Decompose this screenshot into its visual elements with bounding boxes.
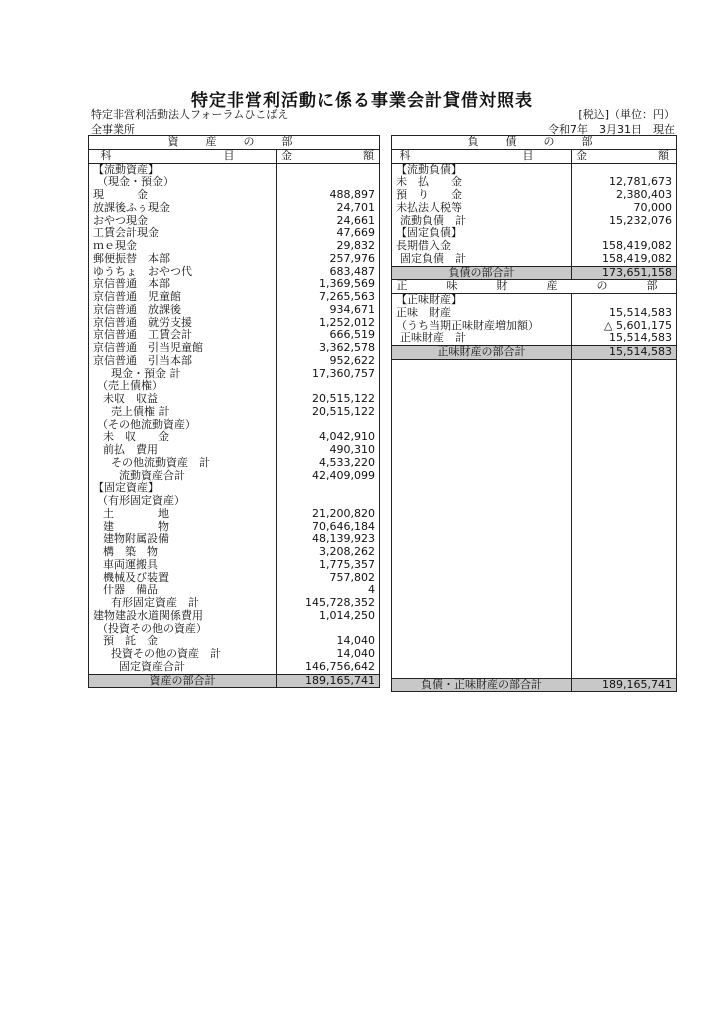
asset-row-label: 車両運搬具: [89, 559, 277, 572]
empty-row: [392, 614, 677, 627]
asset-row-amount: 757,802: [277, 572, 380, 585]
asset-row-label: ゆうちょ おやつ代: [89, 266, 277, 279]
empty-row: [392, 525, 677, 538]
liability-row-amount: 158,419,082: [572, 240, 677, 253]
asset-row-label: 建物建設水道関係費用: [89, 610, 277, 623]
liability-row-amount: [572, 163, 677, 176]
empty-row: [392, 589, 677, 602]
asset-row-amount: 17,360,757: [277, 368, 380, 381]
asset-row-label: おやつ現金: [89, 215, 277, 228]
asset-row-amount: 14,040: [277, 635, 380, 648]
asset-row-label: 工賃会計現金: [89, 227, 277, 240]
asset-row-label: 什器 備品: [89, 584, 277, 597]
net-asset-row-label: 正味 財産: [392, 307, 572, 320]
asset-row: [89, 393, 380, 406]
asset-row-label: 京信普通 児童館: [89, 291, 277, 304]
asset-row-label: その他流動資産 計: [89, 457, 277, 470]
empty-cell: [392, 423, 572, 436]
liability-row-label: 預 り 金: [392, 189, 572, 202]
asset-row: [89, 597, 380, 610]
empty-row: [392, 449, 677, 462]
asset-row-label: 機械及び装置: [89, 572, 277, 585]
asset-row-amount: 1,014,250: [277, 610, 380, 623]
empty-cell: [392, 627, 572, 640]
empty-cell: [572, 602, 677, 615]
asset-row-label: 流動資産合計: [89, 470, 277, 483]
assets-header: 資 産 の 部: [89, 136, 380, 150]
empty-row: [392, 398, 677, 411]
empty-row: [392, 474, 677, 487]
asset-row: [89, 291, 380, 304]
asset-row-label: 京信普通 工賃会計: [89, 329, 277, 342]
liabilities-subtotal-amount: 173,651,158: [572, 266, 677, 280]
asset-row-label: （現金・預金）: [89, 176, 277, 189]
asset-row-label: 郵便振替 本部: [89, 253, 277, 266]
liabilities-table: [391, 135, 699, 692]
empty-row: [392, 538, 677, 551]
empty-cell: [392, 398, 572, 411]
net-asset-row-label: （うち当期正味財産増加額）: [392, 320, 572, 333]
asset-row-label: （売上債権）: [89, 380, 277, 393]
asset-row-label: （投資その他の資産）: [89, 623, 277, 636]
empty-cell: [392, 512, 572, 525]
asset-row-label: 【流動資産】: [89, 163, 277, 176]
asset-row-amount: 20,515,122: [277, 406, 380, 419]
asset-row-label: 京信普通 放課後: [89, 304, 277, 317]
empty-row: [392, 551, 677, 564]
net-asset-row-label: 正味財産 計: [392, 332, 572, 345]
liability-row-label: 流動負債 計: [392, 215, 572, 228]
empty-cell: [572, 410, 677, 423]
empty-row: [392, 372, 677, 385]
asset-row-amount: 70,646,184: [277, 521, 380, 534]
empty-cell: [572, 359, 677, 372]
asset-row: [89, 661, 380, 674]
empty-cell: [392, 551, 572, 564]
liabilities-subtotal-label: 負債の部合計: [392, 266, 572, 280]
empty-row: [392, 461, 677, 474]
liability-row-amount: 2,380,403: [572, 189, 677, 202]
asset-row-amount: 4,042,910: [277, 431, 380, 444]
asset-row: [89, 342, 380, 355]
asset-row-amount: 20,515,122: [277, 393, 380, 406]
asset-row-amount: 1,252,012: [277, 317, 380, 330]
empty-cell: [572, 436, 677, 449]
asset-row-label: 京信普通 引当本部: [89, 355, 277, 368]
empty-cell: [572, 372, 677, 385]
asset-row-label: 構 築 物: [89, 546, 277, 559]
asset-row-amount: 24,701: [277, 202, 380, 215]
liability-row-label: 固定負債 計: [392, 253, 572, 266]
asset-row-amount: [277, 163, 380, 176]
assets-table: [88, 135, 404, 688]
asset-row-amount: 14,040: [277, 648, 380, 661]
empty-cell: [572, 589, 677, 602]
asset-row-amount: 24,661: [277, 215, 380, 228]
empty-cell: [572, 512, 677, 525]
asset-row-label: 前払 費用: [89, 444, 277, 457]
asset-row-amount: 3,208,262: [277, 546, 380, 559]
liability-row: [392, 253, 677, 266]
liability-row-label: 長期借入金: [392, 240, 572, 253]
empty-cell: [392, 640, 572, 653]
net-asset-row-amount: 15,514,583: [572, 332, 677, 345]
liability-row-label: 未 払 金: [392, 176, 572, 189]
asset-row: [89, 610, 380, 623]
empty-cell: [392, 665, 572, 678]
liability-row-amount: 70,000: [572, 202, 677, 215]
net-asset-row: [392, 307, 677, 320]
empty-row: [392, 500, 677, 513]
assets-col-item: 科 目: [89, 149, 277, 163]
empty-cell: [572, 538, 677, 551]
asset-row: [89, 444, 380, 457]
asset-row: [89, 304, 380, 317]
asset-row-label: 現金・預金 計: [89, 368, 277, 381]
net-asset-row-amount: 15,514,583: [572, 307, 677, 320]
empty-cell: [392, 538, 572, 551]
asset-row-label: 未収 収益: [89, 393, 277, 406]
asset-row-amount: 48,139,923: [277, 533, 380, 546]
asset-row-label: 現 金: [89, 189, 277, 202]
empty-cell: [392, 525, 572, 538]
empty-cell: [392, 602, 572, 615]
asset-row: [89, 253, 380, 266]
empty-cell: [392, 449, 572, 462]
asset-row-amount: 4,533,220: [277, 457, 380, 470]
unit-note: [税込]（単位：円）: [578, 108, 675, 121]
empty-row: [392, 665, 677, 678]
asset-row-amount: 1,775,357: [277, 559, 380, 572]
empty-cell: [572, 500, 677, 513]
empty-cell: [392, 487, 572, 500]
asset-row-amount: 29,832: [277, 240, 380, 253]
liability-row-amount: 158,419,082: [572, 253, 677, 266]
asset-row-amount: 21,200,820: [277, 508, 380, 521]
assets-total-label: 資産の部合計: [89, 674, 277, 688]
asset-row-amount: 42,409,099: [277, 470, 380, 483]
empty-cell: [572, 640, 677, 653]
asset-row-amount: [277, 495, 380, 508]
liability-row-label: 【固定負債】: [392, 227, 572, 240]
empty-row: [392, 653, 677, 666]
asset-row: [89, 559, 380, 572]
asset-row-label: （その他流動資産）: [89, 419, 277, 432]
empty-cell: [392, 474, 572, 487]
empty-cell: [392, 359, 572, 372]
empty-row: [392, 576, 677, 589]
grand-total-label: 負債・正味財産の部合計: [392, 678, 572, 692]
empty-cell: [572, 385, 677, 398]
empty-cell: [572, 551, 677, 564]
asset-row-label: 京信普通 引当児童館: [89, 342, 277, 355]
empty-cell: [392, 436, 572, 449]
asset-row-label: 有形固定資産 計: [89, 597, 277, 610]
asset-row-label: 建物附属設備: [89, 533, 277, 546]
scope-label: 全事業所: [91, 123, 135, 136]
asset-row-amount: 490,310: [277, 444, 380, 457]
asset-row-amount: 7,265,563: [277, 291, 380, 304]
asset-row-label: 売上債権 計: [89, 406, 277, 419]
empty-cell: [392, 385, 572, 398]
asset-row-label: 固定資産合計: [89, 661, 277, 674]
liabilities-header: 負 債 の 部: [392, 136, 677, 150]
net-assets-subtotal-amount: 15,514,583: [572, 346, 677, 360]
asset-row-amount: 146,756,642: [277, 661, 380, 674]
asset-row-amount: 3,362,578: [277, 342, 380, 355]
empty-row: [392, 563, 677, 576]
empty-cell: [392, 614, 572, 627]
net-asset-row-amount: [572, 294, 677, 307]
liabilities-section: [391, 135, 699, 692]
empty-cell: [572, 563, 677, 576]
liability-row-amount: 15,232,076: [572, 215, 677, 228]
asset-row: [89, 189, 380, 202]
empty-row: [392, 640, 677, 653]
empty-row: [392, 410, 677, 423]
asset-row-label: （有形固定資産）: [89, 495, 277, 508]
assets-total-amount: 189,165,741: [277, 674, 380, 688]
empty-cell: [392, 589, 572, 602]
assets-section: [88, 135, 404, 688]
asset-row: [89, 648, 380, 661]
asset-row: [89, 240, 380, 253]
empty-row: [392, 627, 677, 640]
empty-cell: [392, 653, 572, 666]
asset-row-label: 投資その他の資産 計: [89, 648, 277, 661]
asset-row-label: 未 収 金: [89, 431, 277, 444]
liabilities-col-item: 科 目: [392, 149, 572, 163]
empty-row: [392, 602, 677, 615]
liability-row: [392, 189, 677, 202]
empty-cell: [572, 423, 677, 436]
organization-name: 特定非営利活動法人フォーラムひこばえ: [91, 108, 289, 121]
asset-row-amount: 47,669: [277, 227, 380, 240]
liability-row: [392, 202, 677, 215]
asset-row: [89, 495, 380, 508]
asset-row-label: 京信普通 本部: [89, 278, 277, 291]
empty-row: [392, 385, 677, 398]
asset-row-amount: 666,519: [277, 329, 380, 342]
asset-row: [89, 406, 380, 419]
liability-row-amount: 12,781,673: [572, 176, 677, 189]
asset-row-label: 【固定資産】: [89, 482, 277, 495]
empty-row: [392, 487, 677, 500]
asset-row-amount: 257,976: [277, 253, 380, 266]
asset-row-amount: 934,671: [277, 304, 380, 317]
net-assets-subtotal-label: 正味財産の部合計: [392, 346, 572, 360]
empty-cell: [572, 653, 677, 666]
page-title: 特定非営利活動に係る事業会計貸借対照表: [191, 91, 533, 111]
asset-row-label: 預 託 金: [89, 635, 277, 648]
asset-row: [89, 202, 380, 215]
net-asset-row-label: 【正味財産】: [392, 294, 572, 307]
empty-row: [392, 359, 677, 372]
empty-row: [392, 436, 677, 449]
asset-row-amount: 4: [277, 584, 380, 597]
asset-row-label: 京信普通 就労支援: [89, 317, 277, 330]
asset-row-label: ｍｅ現金: [89, 240, 277, 253]
liabilities-col-amount: 金 額: [572, 149, 677, 163]
asset-row-amount: 145,728,352: [277, 597, 380, 610]
as-of-date: 令和7年 3月31日 現在: [548, 123, 675, 136]
empty-cell: [572, 487, 677, 500]
empty-cell: [572, 449, 677, 462]
empty-cell: [572, 576, 677, 589]
empty-cell: [572, 525, 677, 538]
net-asset-row: [392, 332, 677, 345]
empty-row: [392, 512, 677, 525]
asset-row-amount: 952,622: [277, 355, 380, 368]
asset-row-amount: [277, 482, 380, 495]
assets-col-amount: 金 額: [277, 149, 380, 163]
asset-row-label: 土 地: [89, 508, 277, 521]
empty-cell: [572, 461, 677, 474]
empty-row: [392, 423, 677, 436]
empty-cell: [572, 627, 677, 640]
asset-row-amount: 488,897: [277, 189, 380, 202]
grand-total-amount: 189,165,741: [572, 678, 677, 692]
empty-cell: [572, 398, 677, 411]
empty-cell: [392, 563, 572, 576]
empty-cell: [572, 614, 677, 627]
empty-cell: [392, 410, 572, 423]
net-assets-header: 正 味 財 産 の 部: [392, 280, 677, 294]
empty-cell: [392, 500, 572, 513]
asset-row-amount: 1,369,569: [277, 278, 380, 291]
asset-row: [89, 546, 380, 559]
asset-row: [89, 355, 380, 368]
liability-row-label: 【流動負債】: [392, 163, 572, 176]
empty-cell: [572, 665, 677, 678]
asset-row-label: 建 物: [89, 521, 277, 534]
asset-row: [89, 457, 380, 470]
asset-row-label: 放課後ふぅ現金: [89, 202, 277, 215]
empty-cell: [572, 474, 677, 487]
liability-row-label: 未払法人税等: [392, 202, 572, 215]
net-asset-row: [392, 294, 677, 307]
net-asset-row-amount: △ 5,601,175: [572, 320, 677, 333]
liability-row: [392, 240, 677, 253]
empty-cell: [392, 576, 572, 589]
empty-cell: [392, 372, 572, 385]
asset-row: [89, 508, 380, 521]
asset-row-amount: 683,487: [277, 266, 380, 279]
empty-cell: [392, 461, 572, 474]
